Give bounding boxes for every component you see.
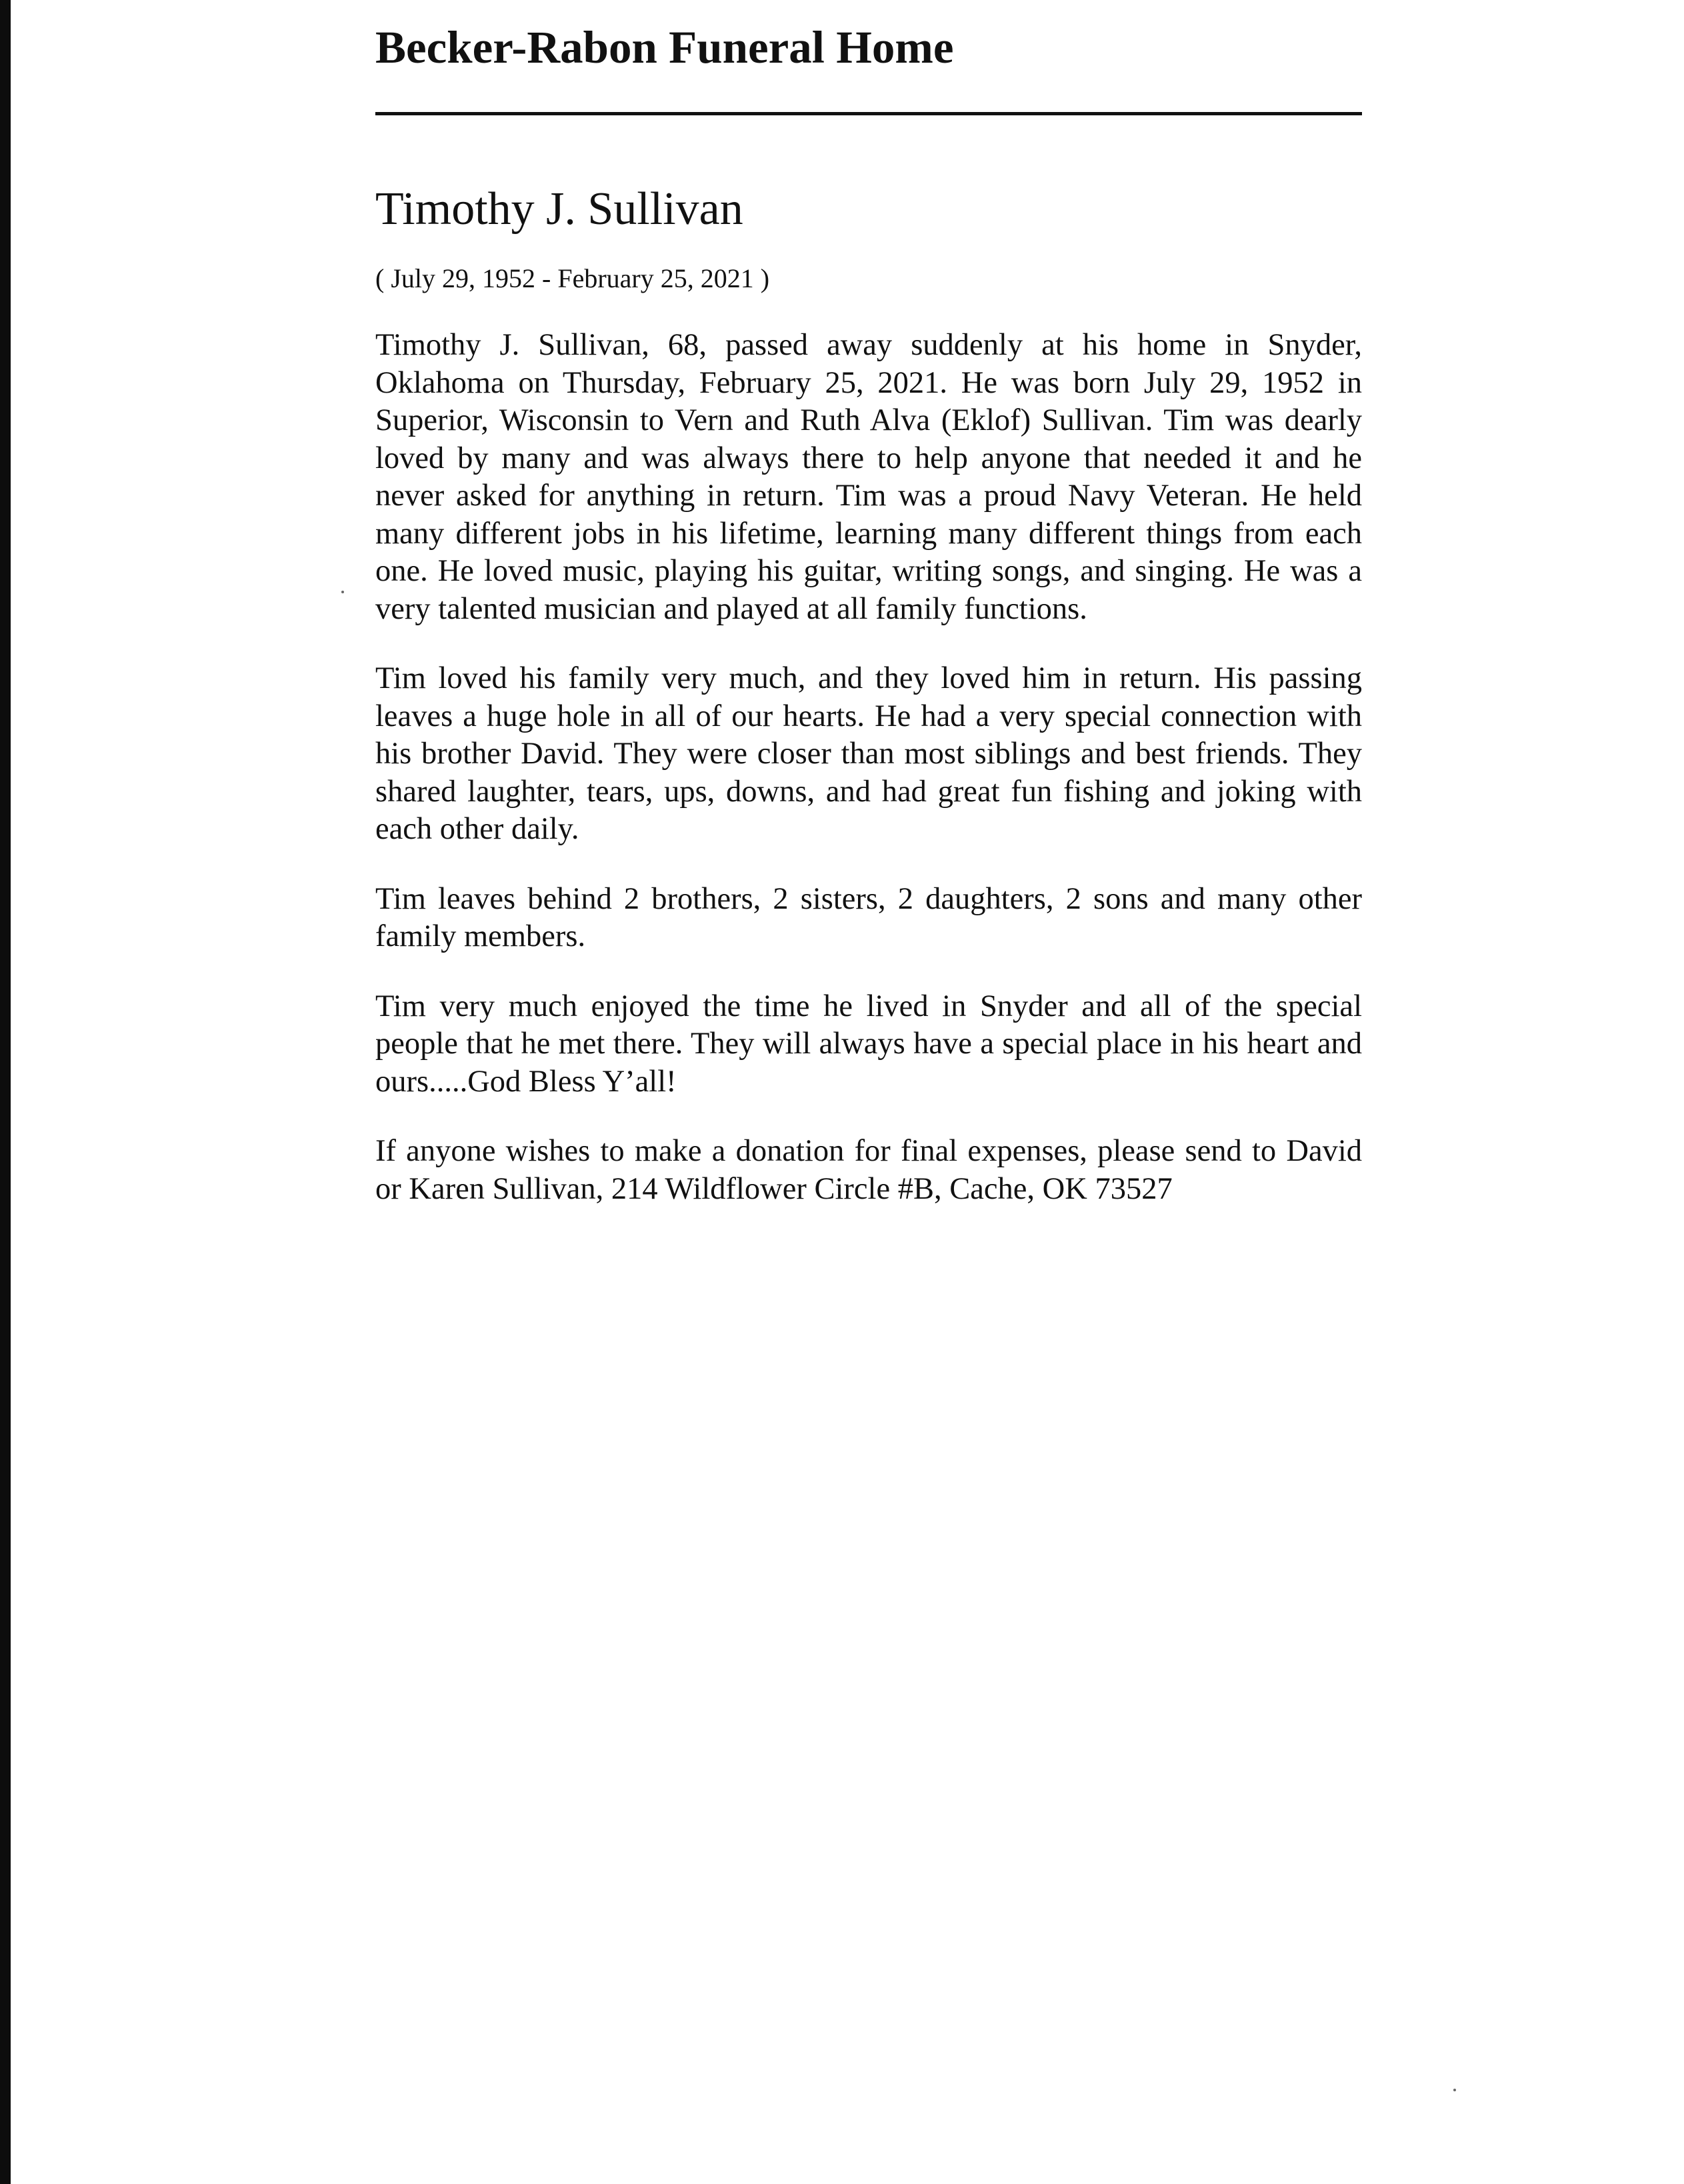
scan-speck (1453, 2089, 1456, 2091)
obituary-paragraph: Tim loved his family very much, and they loved him in return. His passing leaves a huge hole in all of our hearts. He had a very special connection with his brother David. They were closer than most siblings and best friends. They shared laughter, tears, ups, downs, and had great fun fishing and joking with each other daily. (375, 661, 1362, 846)
obituary-dates: ( July 29, 1952 - February 25, 2021 ) (375, 263, 770, 293)
obituary-body (375, 327, 1362, 1208)
funeral-home-letterhead: Becker-Rabon Funeral Home (375, 22, 954, 73)
document-page (375, 19, 1362, 1240)
scan-speck (341, 591, 344, 593)
obituary-paragraph: Tim very much enjoyed the time he lived in Snyder and all of the special people that he met there. They will always have a special place in his heart and ours.....God Bless Y’all! (375, 989, 1362, 1099)
obituary-name: Timothy J. Sullivan (375, 183, 743, 235)
obituary-paragraph: If anyone wishes to make a donation for final expenses, please send to David or Karen Sullivan, 214 Wildflower Circle #B, Cache, OK 73527 (375, 1134, 1362, 1206)
obituary-paragraph: Timothy J. Sullivan, 68, passed away suddenly at his home in Snyder, Oklahoma on Thursday, February 25, 2021. He was born July 29, 1952 in Superior, Wisconsin to Vern and Ruth Alva (Eklof) Sullivan. Tim was dearly loved by many and was always there to help anyone that needed it and he never asked for anything in return. Tim was a proud Navy Veteran. He held many different jobs in his lifetime, learning many different things from each one. He loved music, playing his guitar, writing songs, and singing. He was a very talented musician and played at all family functions. (375, 328, 1362, 626)
obituary-paragraph: Tim leaves behind 2 brothers, 2 sisters, 2 daughters, 2 sons and many other family members. (375, 881, 1362, 953)
scan-edge-shadow (0, 0, 11, 2184)
letterhead-divider (375, 112, 1362, 115)
